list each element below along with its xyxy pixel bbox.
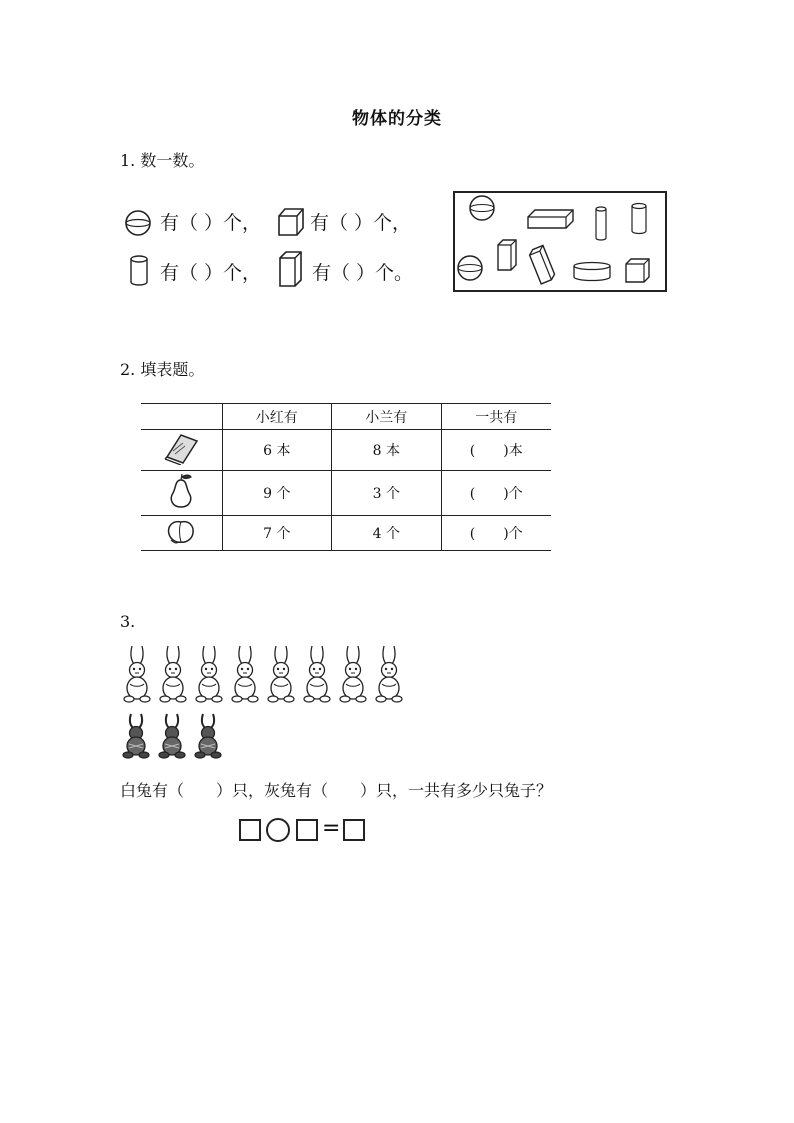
question-2-label: 2. 填表题。: [120, 360, 205, 379]
table-cell-total[interactable]: ( )个: [469, 526, 523, 542]
table-cell-total[interactable]: ( )个: [469, 486, 523, 502]
cube-count-text: 有（ ）个，: [310, 212, 412, 234]
table-cell-total[interactable]: ( )本: [469, 443, 523, 459]
sphere-count-text: 有（ ）个，: [160, 212, 262, 234]
cylinder-icon: [632, 204, 646, 234]
white-rabbit-icon: [340, 646, 366, 702]
cuboid-count-text: 有（ ）个。: [312, 262, 414, 284]
answer-box-2[interactable]: [296, 819, 318, 841]
table-header-row: [141, 404, 551, 430]
fill-table: [141, 403, 551, 551]
white-rabbit-icon: [124, 646, 150, 702]
peach-icon: [164, 517, 198, 545]
table-header-total: 一共有: [475, 409, 518, 426]
cube-icon: [626, 259, 649, 282]
white-rabbit-icon: [268, 646, 294, 702]
gray-rabbit-icon: [195, 714, 221, 758]
cylinder-icon: [128, 254, 150, 288]
pear-icon: [164, 472, 198, 510]
question-1-label: 1. 数一数。: [120, 151, 205, 170]
white-rabbits-row: [118, 642, 408, 706]
question-3-label: 3.: [120, 612, 136, 631]
table-cell-xiaolan: 8 本: [332, 430, 442, 471]
sphere-icon: [470, 196, 494, 220]
table-cell-icon: [141, 430, 222, 471]
white-rabbit-icon: [232, 646, 258, 702]
sphere-icon: [123, 208, 153, 238]
table-cell-icon: [141, 471, 222, 516]
cuboid-icon: [498, 240, 516, 270]
gray-rabbits-row: [118, 710, 238, 760]
table-cell-xiaohong: 9 个: [222, 471, 332, 516]
gray-rabbit-icon: [159, 714, 185, 758]
table-cell-xiaolan: 3 个: [332, 471, 442, 516]
answer-box-result[interactable]: [343, 819, 365, 841]
answer-box-1[interactable]: [239, 819, 261, 841]
rabbit-question-text: 白兔有（ ）只，灰兔有（ ）只，一共有多少只兔子？: [120, 781, 553, 800]
white-rabbit-icon: [304, 646, 330, 702]
cuboid-icon: [278, 250, 304, 288]
table-row: [141, 430, 551, 471]
gray-rabbit-icon: [123, 714, 149, 758]
table-header-blank: [141, 404, 222, 430]
table-cell-xiaolan: 4 个: [332, 516, 442, 551]
table-header-xiaohong: 小红有: [222, 404, 332, 430]
table-header-xiaolan: 小兰有: [332, 404, 442, 430]
cuboid-icon: [528, 210, 573, 228]
cylinder-icon: [574, 263, 610, 281]
equals-sign: =: [322, 816, 341, 841]
white-rabbit-icon: [376, 646, 402, 702]
cylinder-icon: [596, 207, 606, 240]
cylinder-count-text: 有（ ）个，: [160, 262, 262, 284]
book-icon: [161, 431, 201, 465]
white-rabbit-icon: [160, 646, 186, 702]
shapes-illustration: [455, 193, 665, 290]
table-cell-xiaohong: 6 本: [222, 430, 332, 471]
page-title: 物体的分类: [352, 109, 442, 129]
white-rabbit-icon: [196, 646, 222, 702]
cuboid-icon: [528, 245, 556, 283]
table-row: [141, 471, 551, 516]
sphere-icon: [458, 256, 482, 280]
table-cell-xiaohong: 7 个: [222, 516, 332, 551]
operator-circle[interactable]: [266, 818, 290, 842]
table-cell-icon: [141, 516, 222, 551]
cube-icon: [276, 206, 306, 238]
table-row: [141, 516, 551, 551]
